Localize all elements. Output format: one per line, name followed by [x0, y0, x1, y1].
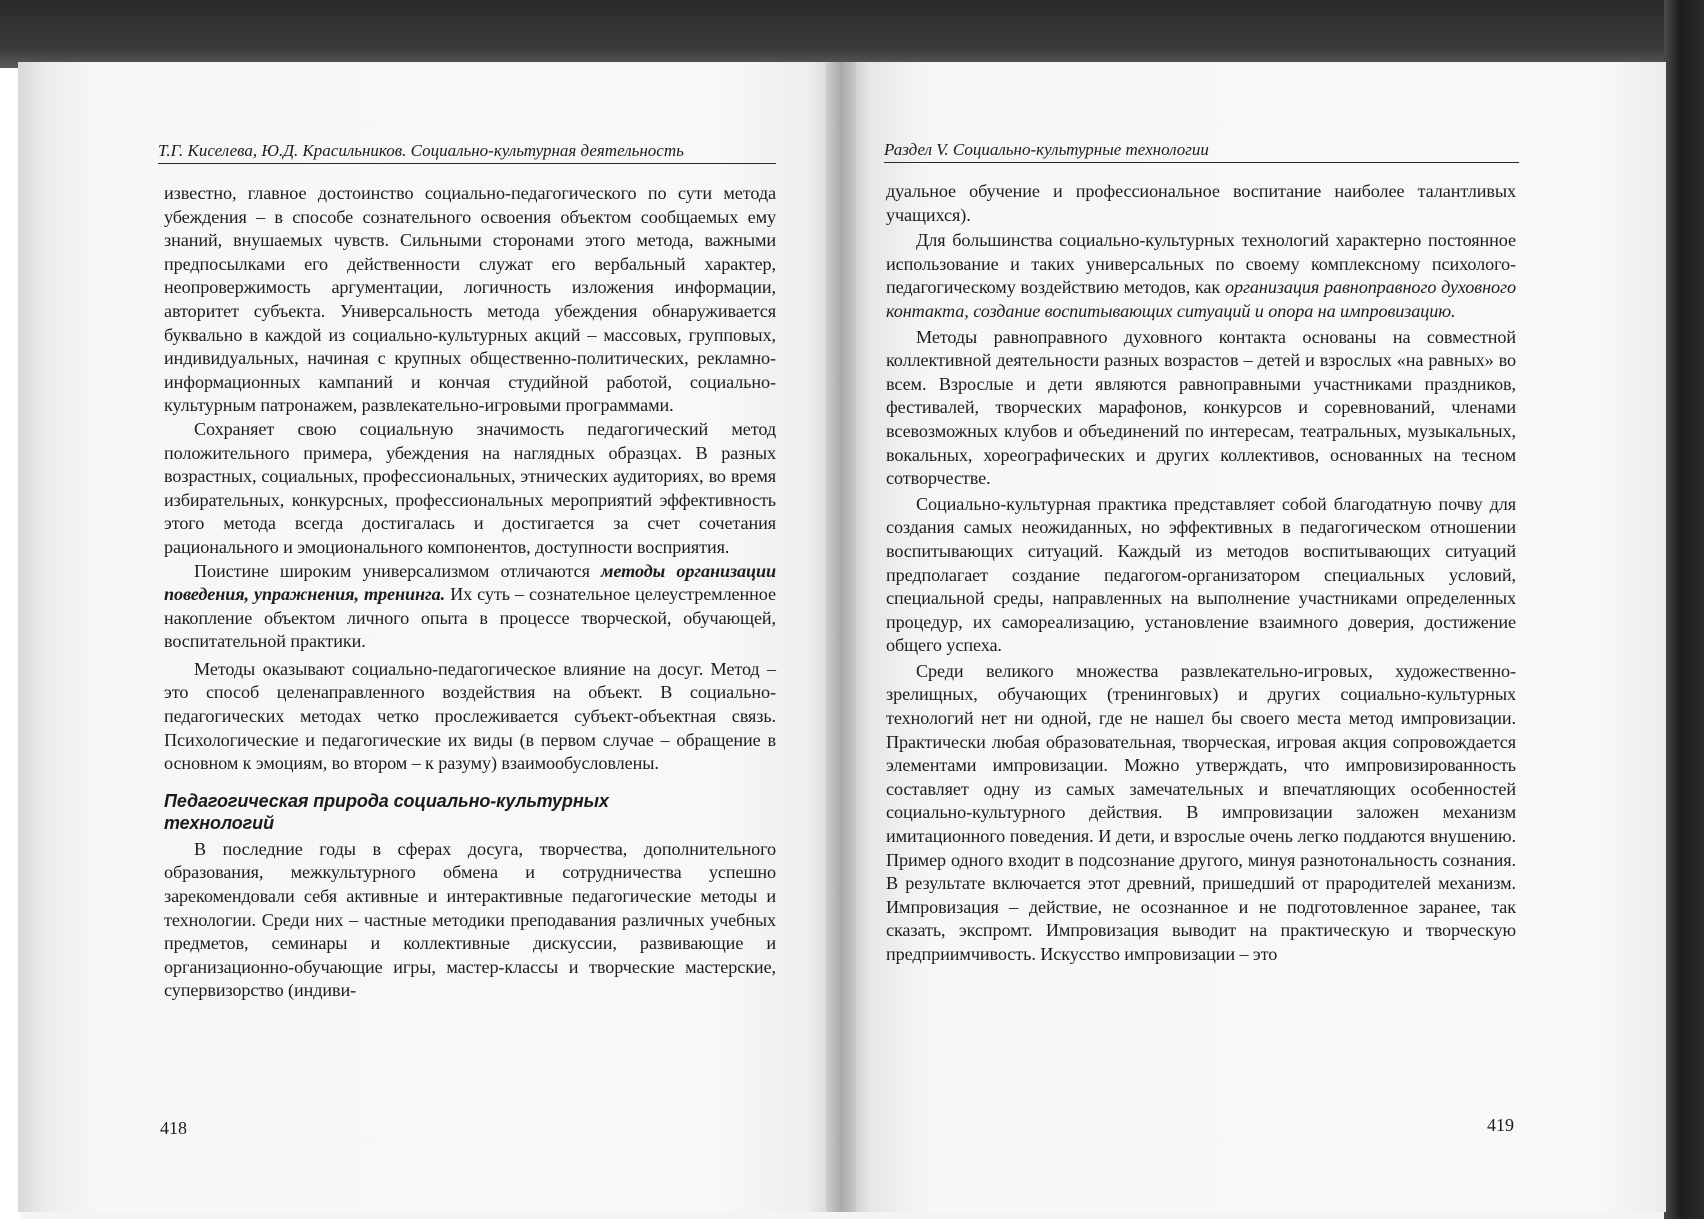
right-page-text: [886, 180, 1516, 969]
right-running-head: Раздел V. Социально-культурные технологии: [884, 140, 1519, 163]
paragraph: известно, главное достоинство социально-педагогического по сути метода убеждения – в способе сознательного освоения объектом сообщаемых ему знаний, внушаемых чувств. Сильными сторонами этого метода, важными предпосылками его действенности служат его вербальный характер, неопровержимость аргументации, логичность изложения информации, авторитет субъекта. Универсальность метода убеждения обнаруживается буквально в каждой из социально-культурных акций – массовых, групповых, индивидуальных, начиная с крупных общественно-политических, рекламно-информационных кампаний и кончая студийной работой, социально-культурным патронажем, развлекательно-игровыми программами.: [164, 183, 776, 416]
book-gutter: [826, 62, 856, 1212]
scanner-edge-top: [0, 0, 1704, 68]
paragraph: Сохраняет свою социальную значимость педагогический метод положительного примера, убеждения на наглядных образцах. В разных возрастных, социальных, профессиональных, этнических аудиториях, во время избирательных, конкурсных, профессиональных мероприятий эффективность этого метода всегда достигалась и достигается за счет сочетания рационального и эмоционального компонентов, доступности восприятия.: [164, 418, 776, 557]
paragraph-text: Для большинства социально-культурных технологий характерно постоянное использование и таких универсальных по своему комплексному психолого-педагогическому воздействию методов, как: [886, 230, 1516, 298]
paragraph-text: Их суть – сознательное целеустремленное накопление объектом личного опыта в процессе творческой, обучающей, воспитательной практики.: [164, 584, 776, 652]
left-running-head: Т.Г. Киселева, Ю.Д. Красильников. Социально-культурная деятельность: [158, 141, 776, 164]
paragraph: [164, 560, 776, 654]
emphasized-text: методы организации поведения, упражнения, тренинга.: [164, 560, 776, 605]
paragraph: [886, 229, 1516, 323]
emphasized-text: организация равноправного духовного контакта, создание воспитывающих ситуаций и опора на импровизацию.: [886, 277, 1516, 321]
scan-margin: [0, 0, 20, 1219]
left-page-text: [164, 182, 776, 1003]
section-subheading: Педагогическая природа социально-культурных технологий: [164, 790, 609, 833]
scanner-edge-right: [1664, 0, 1704, 1219]
paragraph-text: Поистине широким универсализмом отличаются: [194, 560, 602, 581]
page-number-left: 418: [160, 1118, 187, 1138]
paragraph: Социально-культурная практика представляет собой благодатную почву для создания самых неожиданных, но эффективных в педагогическом отношении воспитывающих ситуаций. Каждый из методов воспитывающих ситуаций предполагает создание педагогом-организатором специальных условий, специальной среды, направленных на выполнение участниками определенных процедур, их самореализацию, установление взаимного доверия, достижение общего успеха.: [886, 493, 1516, 656]
page-number-right: 419: [1487, 1115, 1514, 1135]
paragraph: Методы равноправного духовного контакта основаны на совместной коллективной деятельности разных возрастов – детей и взрослых «на равных» во всем. Взрослые и дети являются равноправными участниками праздников, фестивалей, творческих марафонов, конкурсов и соревнований, членами всевозможных клубов и объединений по интересам, театральных, музыкальных, вокальных, хореографических и других коллективов, основанных на тесном сотворчестве.: [886, 326, 1516, 489]
paragraph: дуальное обучение и профессиональное воспитание наиболее талантливых учащихся).: [886, 181, 1516, 225]
paragraph: Среди великого множества развлекательно-игровых, художественно-зрелищных, обучающих (тренинговых) и других социально-культурных технологий нет ни одной, где не нашел бы своего места метод импровизации. Практически любая образовательная, творческая, игровая акция сопровождается элементами импровизации. Можно утверждать, что импровизированность составляет одну из самых замечательных и впечатляющих особенностей социально-культурного действия. В импровизации заложен механизм имитационного поведения. И дети, и взрослые очень легко поддаются внушению. Пример одного входит в подсознание другого, минуя разнотональность сознания. В результате включается этот древний, пришедший от прародителей механизм. Импровизация – действие, не осознанное и не подготовленное заранее, так сказать, экспромт. Импровизация выводит на практическую и творческую предприимчивость. Искусство импровизации – это: [886, 660, 1516, 964]
paragraph: В последние годы в сферах досуга, творчества, дополнительного образования, межкультурного обмена и сотрудничества успешно зарекомендовали себя активные и интерактивные педагогические методы и технологии. Среди них – частные методики преподавания различных учебных предметов, семинары и коллективные дискуссии, развивающие и организационно-обучающие игры, мастер-классы и творческие мастерские, супервизорство (индиви-: [164, 838, 776, 1001]
paragraph: Методы оказывают социально-педагогическое влияние на досуг. Метод – это способ целенаправленного воздействия на объект. В социально-педагогических методах четко прослеживается субъект-объектная связь. Психологические и педагогические их виды (в первом случае – обращение в основном к эмоциям, во втором – к разуму) взаимообусловлены.: [164, 658, 776, 774]
